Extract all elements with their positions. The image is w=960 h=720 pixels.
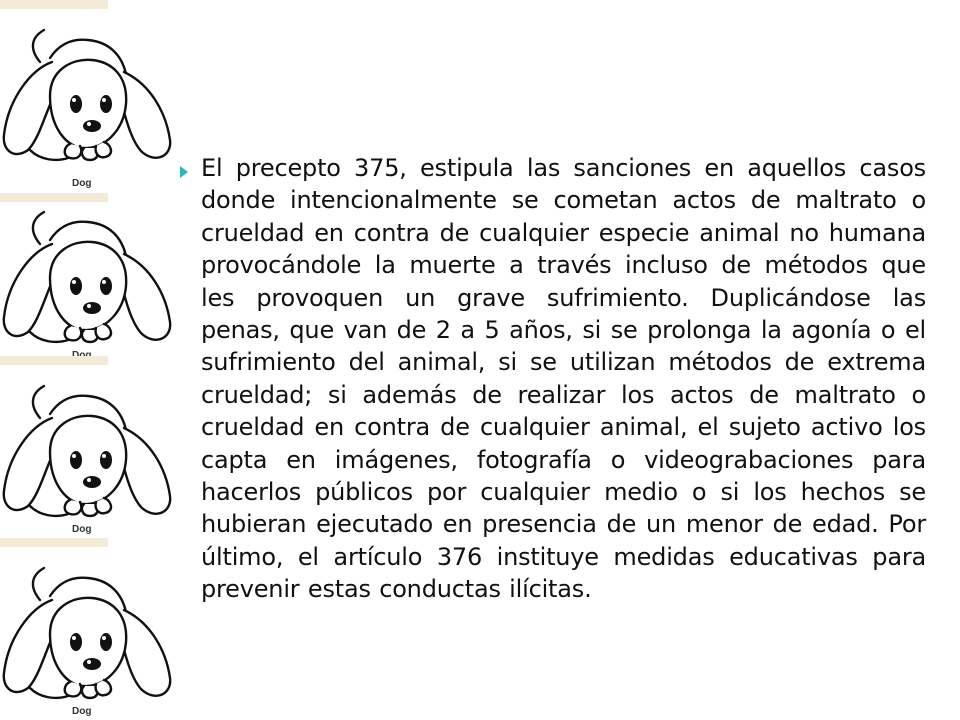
dog-tile — [0, 538, 178, 717]
cartoon-dog-icon — [0, 356, 178, 531]
main-content — [172, 152, 926, 606]
dog-tile — [0, 356, 178, 535]
tile-caption: Dog — [72, 706, 92, 717]
tile-caption: Dog — [72, 178, 92, 189]
cartoon-dog-icon — [0, 538, 178, 713]
tile-caption: Dog — [72, 524, 92, 535]
dog-tile — [0, 182, 178, 357]
dog-tile — [0, 0, 178, 189]
cartoon-dog-icon — [0, 182, 178, 357]
arrow-bullet-icon — [180, 166, 188, 178]
dog-illustration-strip — [0, 0, 185, 720]
cartoon-dog-icon — [0, 0, 178, 175]
body-paragraph: El precepto 375, estipula las sanciones en aquellos casos donde intencionalmente se cometan actos de maltrato o crueldad en contra de cualquier especie animal no humana provocándole la muerte a través incluso de métodos que les provoquen un grave sufrimiento. Duplicándose las penas, que van de 2 a 5 años, si se prolonga la agonía o el sufrimiento del animal, si se utilizan métodos de extrema crueldad; si además de realizar los actos de maltrato o crueldad en contra de cualquier animal, el sujeto activo los capta en imágenes, fotografía o videograbaciones para hacerlos públicos por cualquier medio o si los hechos se hubieran ejecutado en presencia de un menor de edad. Por último, el artículo 376 instituye medidas educativas para prevenir estas conductas ilícitas. — [201, 154, 926, 604]
